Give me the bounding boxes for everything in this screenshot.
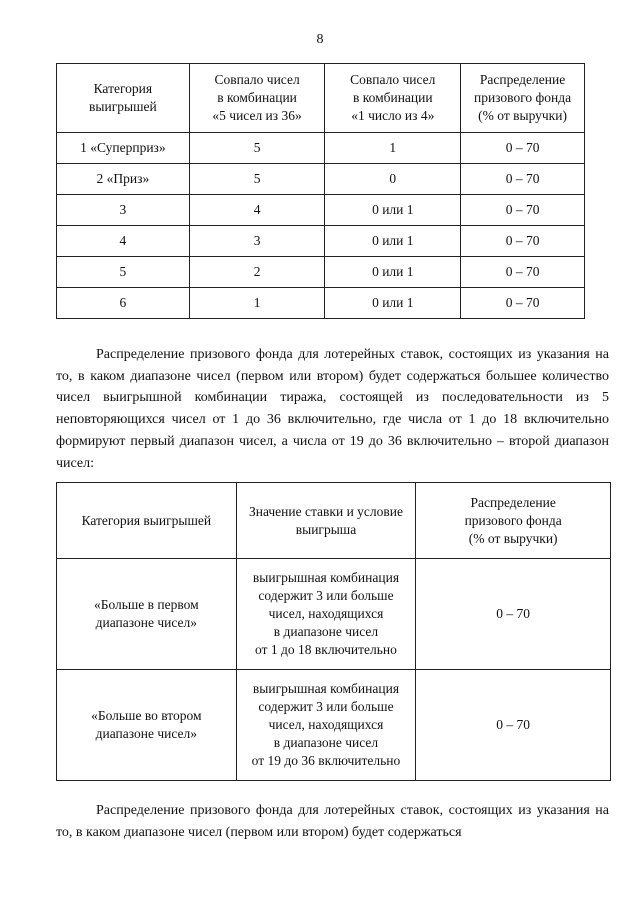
header-prize-fund: Распределение призового фонда (% от выручки) — [461, 64, 585, 133]
category-cell: «Больше в первом диапазоне чисел» — [57, 559, 237, 670]
table-row — [57, 257, 585, 288]
prize-fund-cell: 0 – 70 — [461, 164, 585, 195]
category-cell: 6 — [57, 288, 190, 319]
header-matched-5-of-36: Совпало чисел в комбинации «5 чисел из 36» — [189, 64, 325, 133]
header-matched-1-of-4: Совпало чисел в комбинации «1 число из 4» — [325, 64, 461, 133]
category-cell: «Больше во втором диапазоне чисел» — [57, 670, 237, 781]
matched-1-of-4-cell: 0 или 1 — [325, 288, 461, 319]
matched-5-of-36-cell: 3 — [189, 226, 325, 257]
header-category: Категория выигрышей — [57, 483, 237, 559]
prize-fund-cell: 0 – 70 — [416, 670, 611, 781]
paragraph-text: Распределение призового фонда для лотерейных ставок, состоящих из указания на то, в каком диапазоне чисел (первом или втором) будет содержаться — [56, 803, 609, 840]
category-cell: 3 — [57, 195, 190, 226]
matched-5-of-36-cell: 2 — [189, 257, 325, 288]
matched-1-of-4-cell: 0 или 1 — [325, 226, 461, 257]
category-cell: 2 «Приз» — [57, 164, 190, 195]
paragraph-range-distribution — [56, 344, 609, 474]
prize-fund-cell: 0 – 70 — [461, 226, 585, 257]
matched-5-of-36-cell: 5 — [189, 164, 325, 195]
table-row — [57, 195, 585, 226]
matched-5-of-36-cell: 4 — [189, 195, 325, 226]
category-cell: 4 — [57, 226, 190, 257]
matched-1-of-4-cell: 0 — [325, 164, 461, 195]
header-category: Категория выигрышей — [57, 64, 190, 133]
paragraph-text: Распределение призового фонда для лотерейных ставок, состоящих из указания на то, в каком диапазоне чисел (первом или втором) будет содержаться большее количество чисел выигрышной комбинации тиража, состоящей из последовательности из 5 неповторяющихся чисел от 1 до 36 включительно, где числа от 1 до 18 включительно формируют первый диапазон чисел, а числа от 19 до 36 включительно – второй диапазон чисел: — [56, 347, 609, 471]
matched-5-of-36-cell: 1 — [189, 288, 325, 319]
prize-fund-cell: 0 – 70 — [461, 133, 585, 164]
table-header-row — [57, 483, 611, 559]
prize-fund-cell: 0 – 70 — [461, 195, 585, 226]
matched-5-of-36-cell: 5 — [189, 133, 325, 164]
header-prize-fund: Распределение призового фонда (% от выручки) — [416, 483, 611, 559]
header-bet-condition: Значение ставки и условие выигрыша — [236, 483, 416, 559]
table-header-row — [57, 64, 585, 133]
prize-category-table — [56, 63, 585, 319]
prize-fund-cell: 0 – 70 — [416, 559, 611, 670]
condition-cell: выигрышная комбинация содержит 3 или больше чисел, находящихся в диапазоне чисел от 1 до 18 включительно — [236, 559, 416, 670]
category-cell: 5 — [57, 257, 190, 288]
category-cell: 1 «Суперприз» — [57, 133, 190, 164]
table-row — [57, 559, 611, 670]
prize-fund-cell: 0 – 70 — [461, 288, 585, 319]
condition-cell: выигрышная комбинация содержит 3 или больше чисел, находящихся в диапазоне чисел от 19 до 36 включительно — [236, 670, 416, 781]
table-row — [57, 133, 585, 164]
prize-fund-cell: 0 – 70 — [461, 257, 585, 288]
matched-1-of-4-cell: 0 или 1 — [325, 257, 461, 288]
matched-1-of-4-cell: 0 или 1 — [325, 195, 461, 226]
table-row — [57, 288, 585, 319]
matched-1-of-4-cell: 1 — [325, 133, 461, 164]
page-number: 8 — [316, 32, 324, 47]
table-row — [57, 670, 611, 781]
table-row — [57, 226, 585, 257]
table-row — [57, 164, 585, 195]
paragraph-range-distribution-continued — [56, 800, 609, 843]
range-bet-table — [56, 482, 611, 781]
